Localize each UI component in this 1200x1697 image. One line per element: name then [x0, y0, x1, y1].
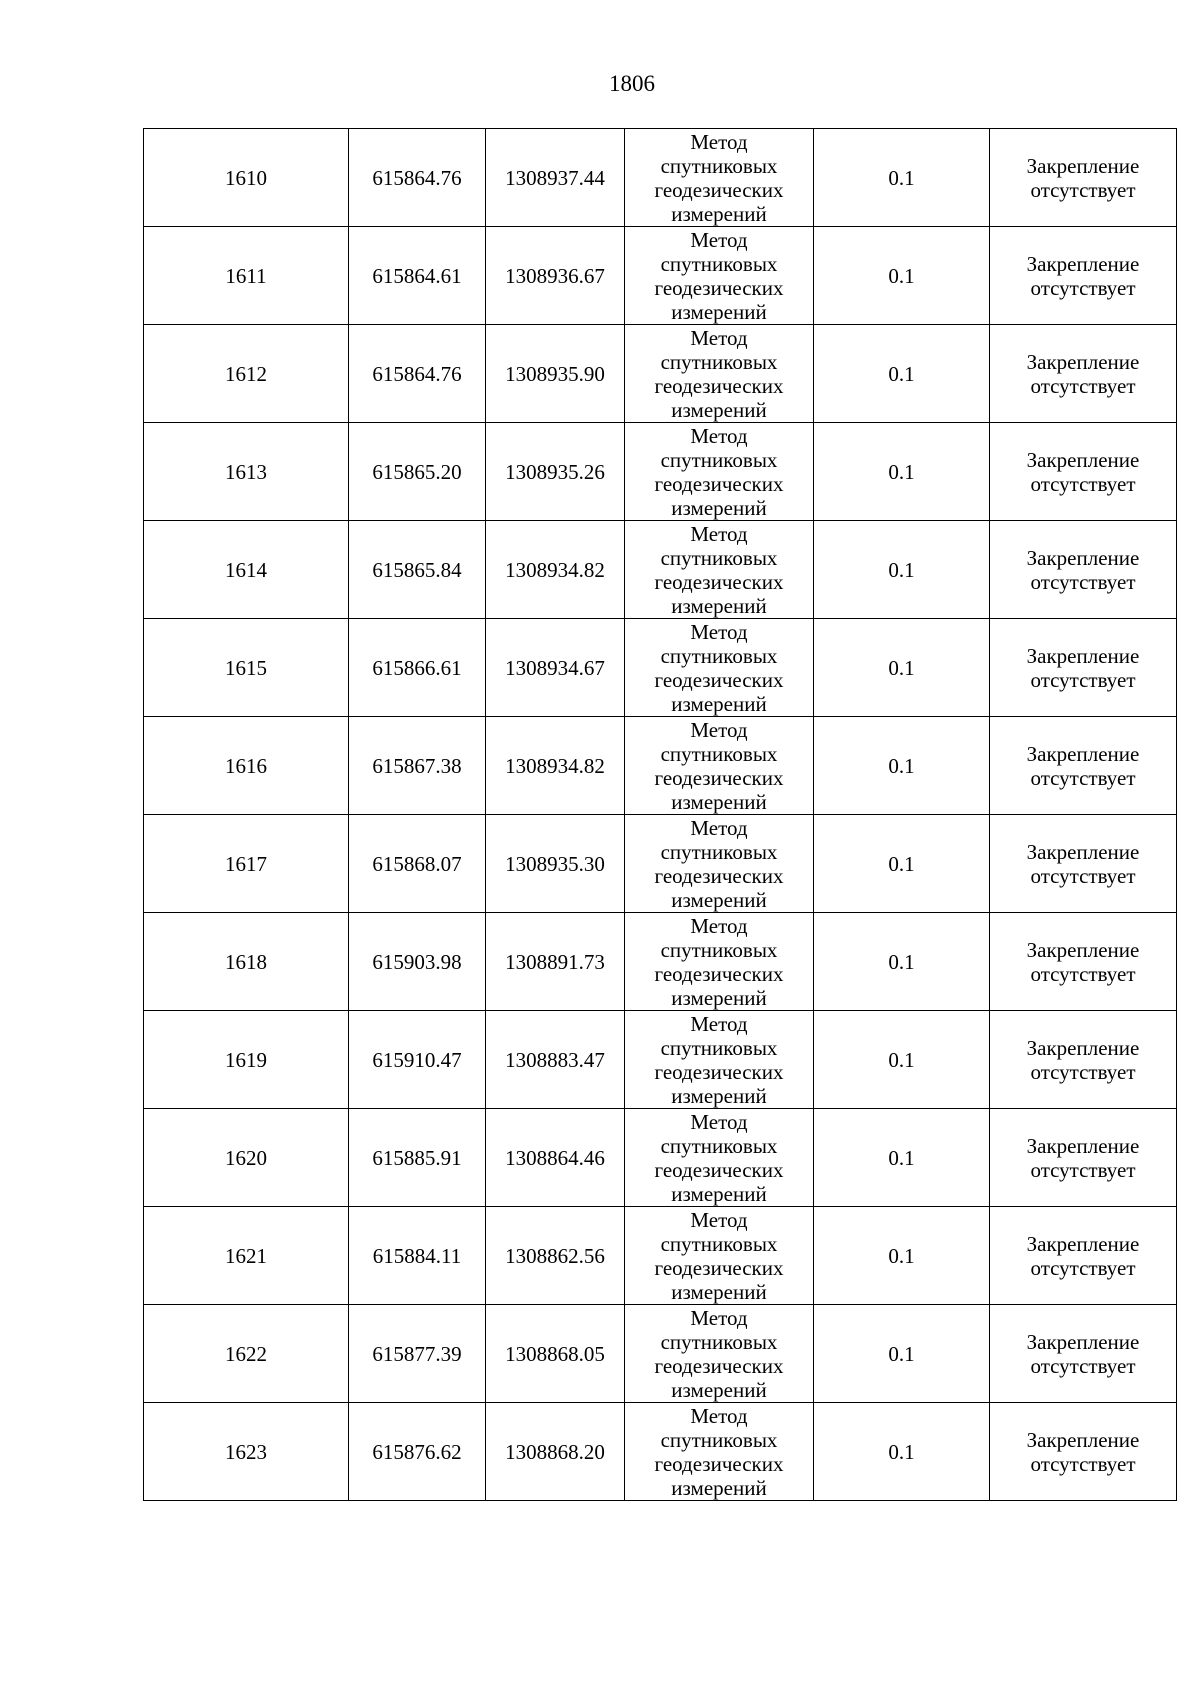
y-coordinate: 1308934.82: [505, 753, 605, 778]
method-text: Метод спутниковых геодезических измерений: [654, 521, 784, 618]
x-coordinate: 615877.39: [372, 1341, 462, 1366]
x-coordinate: 615866.61: [372, 655, 462, 680]
point-number-cell: [144, 521, 349, 619]
point-number: 1612: [225, 361, 267, 386]
accuracy-cell: [814, 815, 990, 913]
x-coordinate-cell: [349, 521, 486, 619]
point-number-cell: [144, 913, 349, 1011]
fixing-cell: [990, 1109, 1177, 1207]
point-number-cell: [144, 619, 349, 717]
accuracy-value: 0.1: [888, 1145, 915, 1170]
x-coordinate-cell: [349, 1011, 486, 1109]
method-cell: [625, 227, 814, 325]
accuracy-value: 0.1: [888, 1243, 915, 1268]
accuracy-value: 0.1: [888, 655, 915, 680]
method-cell: [625, 325, 814, 423]
x-coordinate-cell: [349, 1403, 486, 1501]
x-coordinate: 615903.98: [372, 949, 462, 974]
accuracy-cell: [814, 325, 990, 423]
y-coordinate-cell: [486, 521, 625, 619]
method-text: Метод спутниковых геодезических измерений: [654, 423, 784, 520]
y-coordinate-cell: [486, 423, 625, 521]
fixing-text: Закрепление отсутствует: [1026, 839, 1140, 888]
point-number-cell: [144, 227, 349, 325]
method-cell: [625, 913, 814, 1011]
x-coordinate: 615864.76: [372, 165, 462, 190]
fixing-text: Закрепление отсутствует: [1026, 1231, 1140, 1280]
fixing-text: Закрепление отсутствует: [1026, 643, 1140, 692]
table-row: [144, 1207, 1177, 1305]
method-text: Метод спутниковых геодезических измерений: [654, 815, 784, 912]
fixing-text: Закрепление отсутствует: [1026, 1329, 1140, 1378]
x-coordinate: 615868.07: [372, 851, 462, 876]
point-number: 1622: [225, 1341, 267, 1366]
y-coordinate: 1308935.30: [505, 851, 605, 876]
method-text: Метод спутниковых геодезических измерений: [654, 1305, 784, 1402]
table-row: [144, 423, 1177, 521]
y-coordinate-cell: [486, 913, 625, 1011]
fixing-text: Закрепление отсутствует: [1026, 251, 1140, 300]
point-number-cell: [144, 1109, 349, 1207]
method-cell: [625, 1305, 814, 1403]
point-number: 1621: [225, 1243, 267, 1268]
y-coordinate-cell: [486, 815, 625, 913]
method-text: Метод спутниковых геодезических измерений: [654, 619, 784, 716]
point-number: 1616: [225, 753, 267, 778]
fixing-text: Закрепление отсутствует: [1026, 1427, 1140, 1476]
x-coordinate: 615864.61: [372, 263, 462, 288]
y-coordinate-cell: [486, 325, 625, 423]
y-coordinate: 1308883.47: [505, 1047, 605, 1072]
point-number-cell: [144, 1403, 349, 1501]
fixing-cell: [990, 325, 1177, 423]
accuracy-cell: [814, 129, 990, 227]
fixing-cell: [990, 1403, 1177, 1501]
accuracy-cell: [814, 619, 990, 717]
y-coordinate-cell: [486, 1109, 625, 1207]
y-coordinate-cell: [486, 1207, 625, 1305]
table-row: [144, 521, 1177, 619]
y-coordinate: 1308934.67: [505, 655, 605, 680]
method-text: Метод спутниковых геодезических измерений: [654, 129, 784, 226]
method-text: Метод спутниковых геодезических измерений: [654, 1207, 784, 1304]
point-number: 1620: [225, 1145, 267, 1170]
fixing-text: Закрепление отсутствует: [1026, 937, 1140, 986]
accuracy-value: 0.1: [888, 1341, 915, 1366]
table-row: [144, 1403, 1177, 1501]
accuracy-cell: [814, 521, 990, 619]
method-cell: [625, 521, 814, 619]
table-row: [144, 1305, 1177, 1403]
point-number: 1615: [225, 655, 267, 680]
y-coordinate: 1308864.46: [505, 1145, 605, 1170]
x-coordinate: 615864.76: [372, 361, 462, 386]
x-coordinate-cell: [349, 129, 486, 227]
x-coordinate: 615865.20: [372, 459, 462, 484]
fixing-text: Закрепление отсутствует: [1026, 349, 1140, 398]
x-coordinate-cell: [349, 1207, 486, 1305]
table-row: [144, 815, 1177, 913]
table-row: [144, 717, 1177, 815]
x-coordinate-cell: [349, 913, 486, 1011]
y-coordinate: 1308936.67: [505, 263, 605, 288]
y-coordinate-cell: [486, 717, 625, 815]
x-coordinate: 615876.62: [372, 1439, 462, 1464]
table-row: [144, 619, 1177, 717]
method-cell: [625, 717, 814, 815]
fixing-cell: [990, 1305, 1177, 1403]
y-coordinate-cell: [486, 619, 625, 717]
fixing-text: Закрепление отсутствует: [1026, 741, 1140, 790]
accuracy-value: 0.1: [888, 949, 915, 974]
coordinates-table-body: [144, 129, 1177, 1501]
table-row: [144, 325, 1177, 423]
accuracy-cell: [814, 717, 990, 815]
table-row: [144, 1011, 1177, 1109]
accuracy-value: 0.1: [888, 557, 915, 582]
accuracy-cell: [814, 1305, 990, 1403]
fixing-text: Закрепление отсутствует: [1026, 447, 1140, 496]
x-coordinate: 615884.11: [372, 1243, 462, 1268]
point-number-cell: [144, 129, 349, 227]
point-number-cell: [144, 423, 349, 521]
y-coordinate-cell: [486, 1403, 625, 1501]
accuracy-cell: [814, 1011, 990, 1109]
table-row: [144, 913, 1177, 1011]
y-coordinate-cell: [486, 1305, 625, 1403]
fixing-text: Закрепление отсутствует: [1026, 545, 1140, 594]
point-number: 1618: [225, 949, 267, 974]
method-cell: [625, 129, 814, 227]
x-coordinate: 615885.91: [372, 1145, 462, 1170]
accuracy-value: 0.1: [888, 753, 915, 778]
point-number-cell: [144, 325, 349, 423]
fixing-cell: [990, 619, 1177, 717]
y-coordinate: 1308862.56: [505, 1243, 605, 1268]
y-coordinate: 1308868.05: [505, 1341, 605, 1366]
coordinates-table: [143, 128, 1177, 1501]
point-number: 1617: [225, 851, 267, 876]
fixing-cell: [990, 717, 1177, 815]
fixing-cell: [990, 129, 1177, 227]
x-coordinate: 615865.84: [372, 557, 462, 582]
method-text: Метод спутниковых геодезических измерений: [654, 227, 784, 324]
fixing-cell: [990, 1011, 1177, 1109]
fixing-cell: [990, 521, 1177, 619]
x-coordinate: 615910.47: [372, 1047, 462, 1072]
y-coordinate: 1308935.90: [505, 361, 605, 386]
y-coordinate: 1308937.44: [505, 165, 605, 190]
accuracy-value: 0.1: [888, 459, 915, 484]
point-number: 1623: [225, 1439, 267, 1464]
method-cell: [625, 1109, 814, 1207]
page-number: 1806: [609, 71, 655, 96]
accuracy-value: 0.1: [888, 851, 915, 876]
table-row: [144, 227, 1177, 325]
accuracy-value: 0.1: [888, 165, 915, 190]
point-number: 1619: [225, 1047, 267, 1072]
x-coordinate-cell: [349, 619, 486, 717]
y-coordinate-cell: [486, 1011, 625, 1109]
y-coordinate: 1308868.20: [505, 1439, 605, 1464]
y-coordinate: 1308934.82: [505, 557, 605, 582]
method-text: Метод спутниковых геодезических измерений: [654, 717, 784, 814]
x-coordinate-cell: [349, 1109, 486, 1207]
accuracy-value: 0.1: [888, 1439, 915, 1464]
point-number-cell: [144, 717, 349, 815]
x-coordinate-cell: [349, 325, 486, 423]
x-coordinate-cell: [349, 717, 486, 815]
method-cell: [625, 1207, 814, 1305]
fixing-text: Закрепление отсутствует: [1026, 1133, 1140, 1182]
point-number-cell: [144, 1011, 349, 1109]
fixing-text: Закрепление отсутствует: [1026, 153, 1140, 202]
accuracy-cell: [814, 1109, 990, 1207]
fixing-cell: [990, 1207, 1177, 1305]
method-cell: [625, 1403, 814, 1501]
table-row: [144, 1109, 1177, 1207]
point-number: 1610: [225, 165, 267, 190]
x-coordinate-cell: [349, 227, 486, 325]
accuracy-value: 0.1: [888, 361, 915, 386]
point-number: 1611: [225, 263, 267, 288]
y-coordinate: 1308935.26: [505, 459, 605, 484]
x-coordinate-cell: [349, 1305, 486, 1403]
fixing-cell: [990, 423, 1177, 521]
y-coordinate-cell: [486, 129, 625, 227]
accuracy-cell: [814, 1403, 990, 1501]
x-coordinate-cell: [349, 815, 486, 913]
accuracy-value: 0.1: [888, 263, 915, 288]
fixing-cell: [990, 815, 1177, 913]
point-number-cell: [144, 815, 349, 913]
method-text: Метод спутниковых геодезических измерений: [654, 325, 784, 422]
point-number: 1613: [225, 459, 267, 484]
accuracy-cell: [814, 227, 990, 325]
accuracy-cell: [814, 423, 990, 521]
method-cell: [625, 815, 814, 913]
accuracy-cell: [814, 1207, 990, 1305]
method-text: Метод спутниковых геодезических измерений: [654, 913, 784, 1010]
point-number-cell: [144, 1207, 349, 1305]
fixing-cell: [990, 227, 1177, 325]
x-coordinate: 615867.38: [372, 753, 462, 778]
method-cell: [625, 423, 814, 521]
method-cell: [625, 1011, 814, 1109]
point-number-cell: [144, 1305, 349, 1403]
y-coordinate-cell: [486, 227, 625, 325]
fixing-cell: [990, 913, 1177, 1011]
method-text: Метод спутниковых геодезических измерений: [654, 1109, 784, 1206]
accuracy-cell: [814, 913, 990, 1011]
y-coordinate: 1308891.73: [505, 949, 605, 974]
method-cell: [625, 619, 814, 717]
fixing-text: Закрепление отсутствует: [1026, 1035, 1140, 1084]
method-text: Метод спутниковых геодезических измерений: [654, 1011, 784, 1108]
table-row: [144, 129, 1177, 227]
x-coordinate-cell: [349, 423, 486, 521]
accuracy-value: 0.1: [888, 1047, 915, 1072]
method-text: Метод спутниковых геодезических измерений: [654, 1403, 784, 1500]
point-number: 1614: [225, 557, 267, 582]
